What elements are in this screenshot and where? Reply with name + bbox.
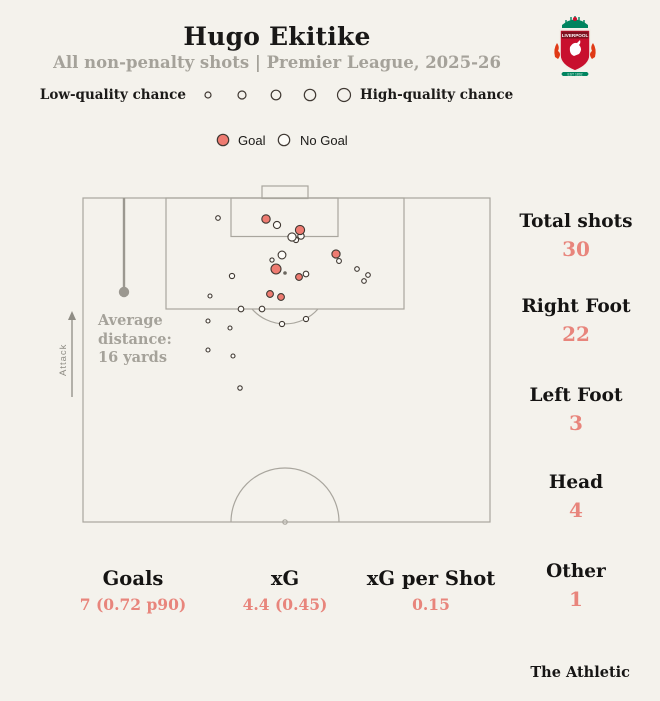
stat-xg-per-shot: [346, 566, 516, 615]
shot-marker-goal: [295, 225, 304, 234]
quality-scale-legend: [205, 89, 351, 102]
avg-distance-label-2: distance:: [98, 331, 172, 348]
pitch-outline: [83, 198, 490, 522]
legend-low-quality-label: Low-quality chance: [39, 87, 186, 103]
crest-banner-icon: [562, 72, 589, 76]
quality-scale-circle: [271, 90, 281, 100]
crest-gates-icon: [562, 16, 588, 28]
stat-value: 3: [569, 411, 583, 435]
legend-goal-icon: [217, 134, 228, 145]
shot-marker-no_goal: [206, 319, 210, 323]
stat-label: Total shots: [519, 211, 633, 232]
stat-label: xG: [270, 567, 300, 590]
shots-layer: [206, 215, 370, 390]
shot-marker-no_goal: [259, 306, 265, 312]
shot-marker-goal: [296, 274, 303, 281]
shot-marker-no_goal: [298, 233, 304, 239]
shot-marker-no_goal: [303, 271, 309, 277]
stat-right-foot: [490, 295, 660, 347]
shot-marker-goal: [267, 291, 274, 298]
quality-scale-circle: [205, 92, 211, 98]
page-title: Hugo Ekitike: [183, 22, 371, 51]
stat-label: xG per Shot: [366, 567, 496, 590]
shot-marker-no_goal: [273, 221, 280, 228]
stat-value: 4.4 (0.45): [242, 595, 328, 614]
legend-no-goal-icon: [278, 134, 289, 145]
attack-label: Attack: [58, 343, 69, 376]
svg-text:EST 1892: EST 1892: [567, 72, 583, 77]
six-yard-box: [231, 198, 338, 237]
penalty-arc: [252, 309, 318, 324]
centre-spot: [283, 520, 287, 524]
stat-label: Other: [546, 561, 606, 582]
liverpool-crest-logo: [552, 13, 598, 79]
shot-marker-no_goal: [288, 233, 296, 241]
stat-label: Left Foot: [529, 385, 623, 406]
avg-distance-label-3: 16 yards: [98, 349, 167, 366]
quality-scale-circle: [238, 91, 246, 99]
shot-marker-goal: [271, 264, 281, 274]
penalty-spot: [283, 271, 287, 275]
shot-marker-no_goal: [366, 273, 371, 278]
shot-marker-no_goal: [270, 258, 274, 262]
quality-scale-circle: [304, 89, 315, 100]
stat-label: Goals: [102, 567, 164, 590]
shot-marker-no_goal: [293, 237, 298, 242]
quality-scale-circle: [338, 89, 351, 102]
shot-marker-no_goal: [337, 259, 342, 264]
shot-marker-no_goal: [216, 216, 221, 221]
shot-marker-no_goal: [228, 326, 232, 330]
shot-marker-goal: [262, 215, 270, 223]
shot-marker-no_goal: [238, 386, 242, 390]
avg-distance-label-1: Average: [98, 312, 163, 329]
shot-marker-no_goal: [229, 273, 234, 278]
shot-marker-no_goal: [355, 267, 360, 272]
stat-value: 1: [569, 587, 583, 611]
page-subtitle: All non-penalty shots | Premier League, 2025-26: [53, 53, 501, 72]
stat-value: 0.15: [412, 595, 450, 614]
stat-left-foot: [490, 384, 660, 436]
the-athletic-wordmark: The Athletic: [530, 664, 630, 681]
stat-value: 22: [562, 322, 590, 346]
stat-value: 7 (0.72 p90): [79, 595, 187, 614]
shot-marker-no_goal: [208, 294, 212, 298]
stat-xg: [200, 566, 370, 615]
attack-arrow-head: [68, 311, 76, 320]
stat-goals: [48, 566, 218, 615]
shot-marker-no_goal: [362, 279, 367, 284]
shot-marker-no_goal: [279, 321, 284, 326]
stat-label: Right Foot: [521, 296, 631, 317]
shot-marker-no_goal: [238, 306, 244, 312]
svg-text:LIVERPOOL: LIVERPOOL: [561, 33, 589, 38]
centre-circle: [231, 468, 339, 522]
shot-marker-no_goal: [206, 348, 210, 352]
avg-distance-dot: [119, 287, 129, 297]
legend-goal-label: Goal: [238, 133, 266, 148]
stat-total-shots: [490, 210, 660, 262]
shot-marker-no_goal: [231, 354, 235, 358]
stat-value: 30: [562, 237, 590, 261]
penalty-box: [166, 198, 404, 309]
shot-marker-goal: [332, 250, 340, 258]
stat-label: Head: [548, 472, 604, 493]
goal-box: [262, 186, 308, 199]
shot-marker-goal: [278, 294, 285, 301]
shot-marker-no_goal: [278, 251, 286, 259]
stat-head: [490, 471, 660, 523]
legend-no-goal-label: No Goal: [300, 133, 348, 148]
crest-shield-icon: [560, 30, 590, 71]
stat-value: 4: [569, 498, 583, 522]
shot-marker-no_goal: [303, 316, 308, 321]
legend-high-quality-label: High-quality chance: [360, 87, 514, 103]
